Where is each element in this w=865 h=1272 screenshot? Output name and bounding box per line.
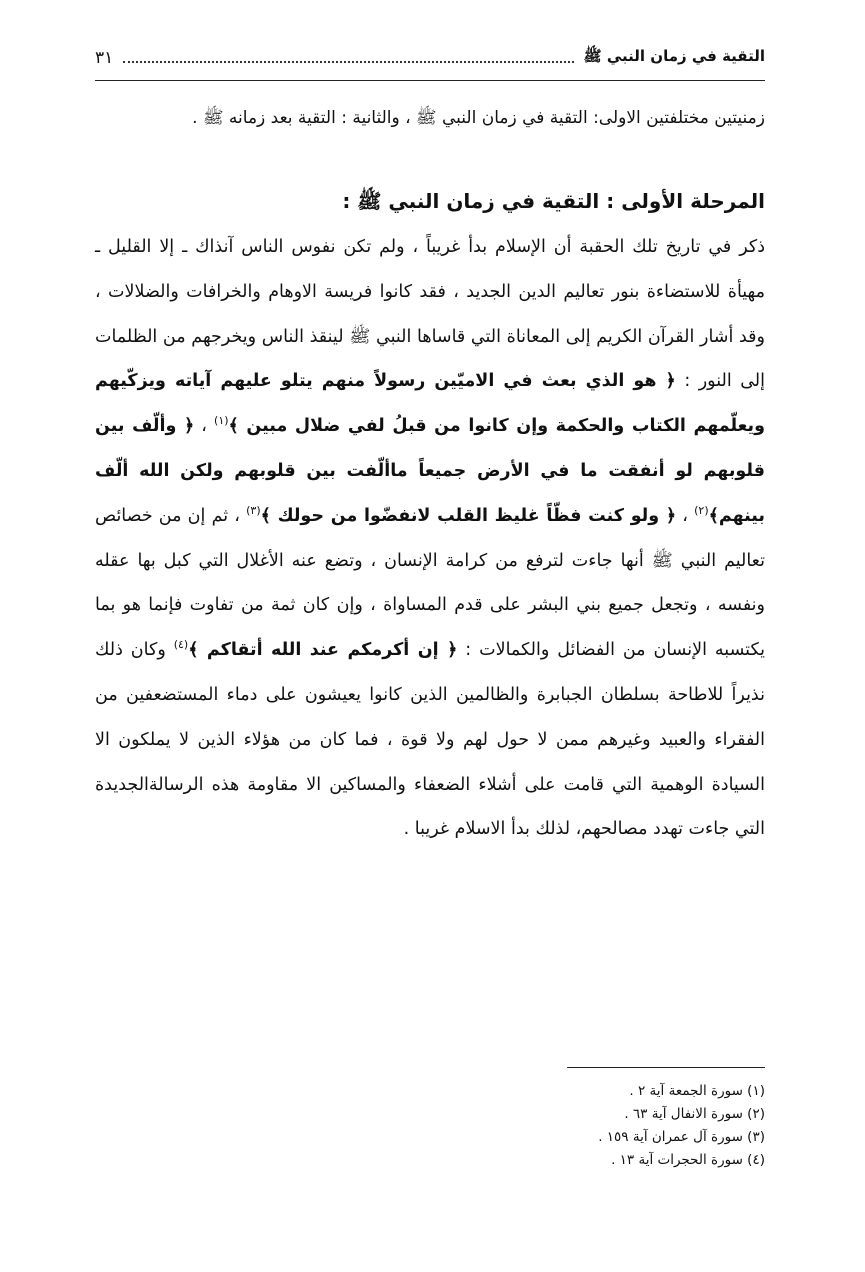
quran-verse-2: ﴿ وألّف بين قلوبهم لو أنفقت ما في الأرض جميعاً ماألّفت بين قلوبهم ولكن الله ألّف بينهم﴾ bbox=[95, 416, 765, 526]
quran-verse-1: ﴿ هو الذي بعث في الاميّين رسولاً منهم يتلو عليهم آياته ويزكّيهم ويعلّمهم الكتاب والحكمة وإن كانوا من قبلُ لفي ضلال مبين ﴾ bbox=[95, 371, 765, 437]
footnote-ref-1: (١) bbox=[214, 414, 229, 428]
quran-verse-3: ﴿ ولو كنت فظّاً غليظ القلب لانفضّوا من حولك ﴾ bbox=[260, 505, 677, 526]
footnote-2: (٢) سورة الانفال آية ٦٣ . bbox=[624, 1106, 765, 1122]
footnote-ref-2: (٢) bbox=[694, 503, 709, 517]
body-text-2: ، ثم إن من خصائص تعاليم النبي ﷺ أنها جاءت لترفع من كرامة الإنسان ، وتضع عنه الأغلال التي كبل بها عقله ونفسه ، وتجعل جميع بني البشر على قدم المساواة ، وإن كان ثمة من تفاوت فإنما هو بما يكتسبه الإنسان من الفضائل والكمالات : bbox=[95, 505, 766, 661]
footnote-3: (٣) سورة آل عمران آية ١٥٩ . bbox=[598, 1129, 765, 1145]
footnote-1: (١) سورة الجمعة آية ٢ . bbox=[629, 1083, 765, 1099]
intro-line: زمنيتين مختلفتين الاولى: التقية في زمان النبي ﷺ ، والثانية : التقية بعد زمانه ﷺ . bbox=[192, 108, 765, 128]
page-number: ٣١ bbox=[95, 48, 114, 68]
leader-dots bbox=[123, 61, 573, 63]
separator-1: ، bbox=[194, 416, 215, 437]
footnote-ref-4: (٤) bbox=[173, 638, 189, 652]
page bbox=[95, 36, 766, 1168]
footnotes bbox=[95, 1080, 765, 1172]
quran-verse-4: ﴿ إن أكرمكم عند الله أتقاكم ﴾ bbox=[188, 640, 458, 661]
footnote-ref-3: (٣) bbox=[246, 503, 261, 517]
separator-2: ، bbox=[676, 505, 695, 526]
running-header bbox=[95, 36, 765, 81]
footnote-4: (٤) سورة الحجرات آية ١٣ . bbox=[611, 1152, 765, 1168]
body-text-1: ذكر في تاريخ تلك الحقبة أن الإسلام بدأ غريباً ، ولم تكن نفوس الناس آنذاك ـ إلا القليل ـ مهيأة للاستضاءة بنور تعاليم الدين الجديد ، فقد كانوا فريسة الاوهام والخرافات والضلالات ، وقد أشار القرآن الكريم إلى المعاناة التي قاساها النبي ﷺ لينقذ الناس ويخرجهم من الظلمات إلى النور : bbox=[95, 237, 765, 392]
footnote-divider bbox=[567, 1067, 765, 1068]
running-title: التقية في زمان النبي ﷺ bbox=[583, 47, 765, 65]
section-heading: المرحلة الأولى : التقية في زمان النبي ﷺ : bbox=[342, 189, 765, 213]
body-paragraph bbox=[95, 225, 765, 852]
body-text-3: وكان ذلك نذيراً للاطاحة بسلطان الجبابرة والظالمين الذين كانوا يعيشون على دماء المستضعفين من الفقراء والعبيد وغيرهم ممن لا حول لهم ولا قوة ، فما كان من هؤلاء الذين لا يملكون الا السيادة الوهمية التي قامت على أشلاء الضعفاء والمساكين الا مقاومة هذه الرسالةالجديدة التي جاءت تهدد مصالحهم، لذلك بدأ الاسلام غريبا . bbox=[95, 640, 765, 840]
